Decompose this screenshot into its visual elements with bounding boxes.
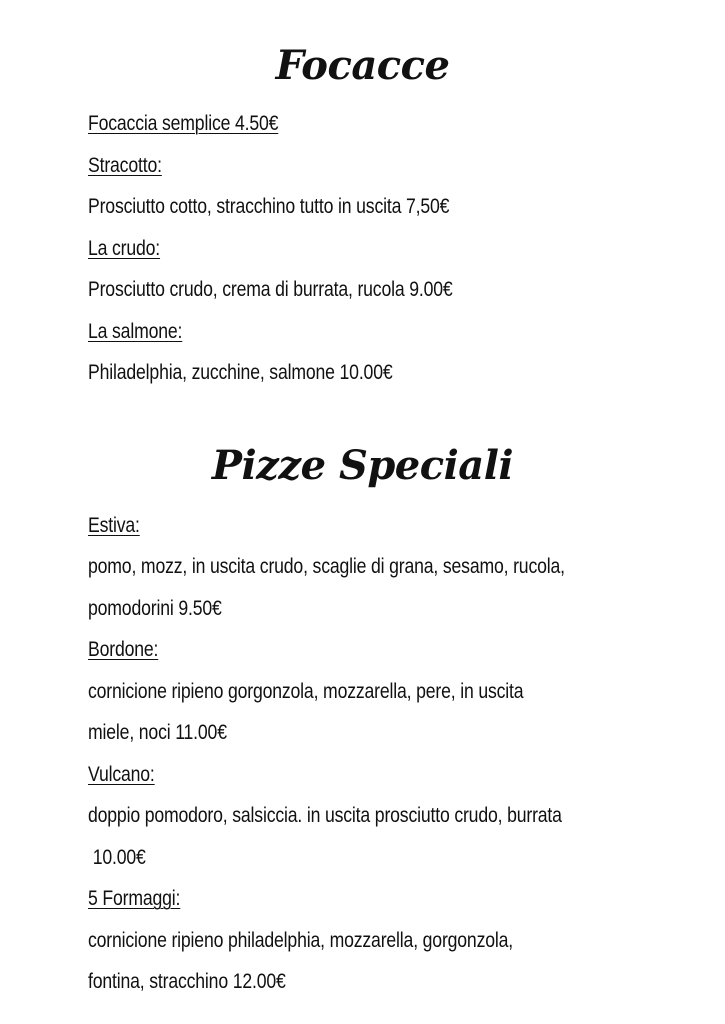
- estiva-description: pomo, mozz, in uscita crudo, scaglie di grana, sesamo, rucola,: [88, 555, 565, 578]
- la-crudo-description: Prosciutto crudo, crema di burrata, rucola 9.00€: [88, 278, 453, 301]
- focacce-title: Focacce: [275, 42, 450, 89]
- 5-formaggi-description-cont: fontina, stracchino 12.00€: [88, 970, 286, 993]
- la-salmone-heading: La salmone:: [88, 320, 183, 343]
- estiva-description-cont: pomodorini 9.50€: [88, 597, 222, 620]
- 5-formaggi-heading: 5 Formaggi:: [88, 887, 181, 910]
- vulcano-description: doppio pomodoro, salsiccia. in uscita prosciutto crudo, burrata: [88, 804, 562, 827]
- vulcano-heading: Vulcano:: [88, 763, 155, 786]
- bordone-heading: Bordone:: [88, 638, 159, 661]
- 5-formaggi-description: cornicione ripieno philadelphia, mozzarella, gorgonzola,: [88, 929, 514, 952]
- stracotto-description: Prosciutto cotto, stracchino tutto in uscita 7,50€: [88, 195, 450, 218]
- vulcano-price: 10.00€: [88, 846, 146, 869]
- pizze-speciali-title: Pizze Speciali: [211, 442, 514, 489]
- focaccia-semplice-item: Focaccia semplice 4.50€: [88, 112, 279, 135]
- bordone-description-cont: miele, noci 11.00€: [88, 721, 227, 744]
- bordone-description: cornicione ripieno gorgonzola, mozzarella, pere, in uscita: [88, 680, 524, 703]
- la-salmone-description: Philadelphia, zucchine, salmone 10.00€: [88, 361, 393, 384]
- la-crudo-heading: La crudo:: [88, 237, 161, 260]
- estiva-heading: Estiva:: [88, 514, 140, 537]
- stracotto-heading: Stracotto:: [88, 154, 162, 177]
